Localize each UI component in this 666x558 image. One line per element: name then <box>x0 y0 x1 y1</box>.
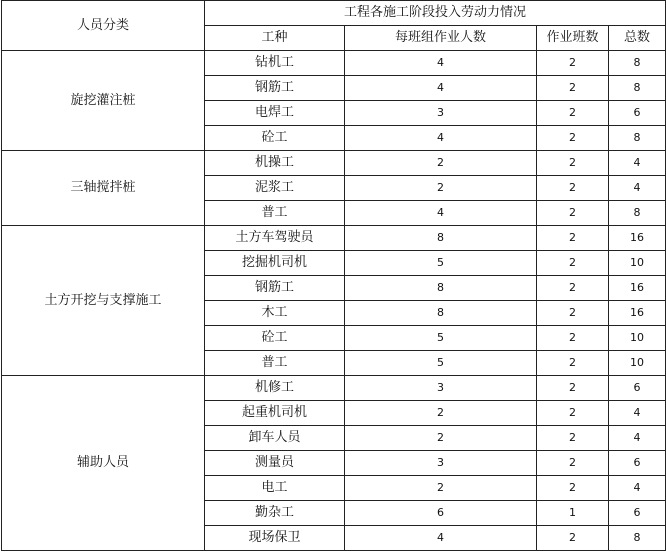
shifts-cell: 2 <box>537 251 609 276</box>
per-team-cell: 2 <box>345 476 537 501</box>
category-cell: 辅助人员 <box>2 376 205 551</box>
table-body <box>2 51 666 551</box>
table-row <box>2 151 666 176</box>
job-cell: 砼工 <box>205 126 345 151</box>
per-team-cell: 6 <box>345 501 537 526</box>
total-cell: 8 <box>609 76 666 101</box>
shifts-cell: 2 <box>537 351 609 376</box>
job-cell: 现场保卫 <box>205 526 345 551</box>
job-cell: 钢筋工 <box>205 276 345 301</box>
per-team-cell: 4 <box>345 51 537 76</box>
shifts-cell: 2 <box>537 376 609 401</box>
header-col-shifts: 作业班数 <box>537 26 609 51</box>
shifts-cell: 2 <box>537 226 609 251</box>
job-cell: 泥浆工 <box>205 176 345 201</box>
total-cell: 4 <box>609 401 666 426</box>
job-cell: 土方车驾驶员 <box>205 226 345 251</box>
total-cell: 10 <box>609 351 666 376</box>
job-cell: 卸车人员 <box>205 426 345 451</box>
total-cell: 4 <box>609 476 666 501</box>
shifts-cell: 2 <box>537 451 609 476</box>
shifts-cell: 2 <box>537 101 609 126</box>
total-cell: 6 <box>609 376 666 401</box>
shifts-cell: 1 <box>537 501 609 526</box>
per-team-cell: 5 <box>345 351 537 376</box>
shifts-cell: 2 <box>537 401 609 426</box>
category-cell: 土方开挖与支撑施工 <box>2 226 205 376</box>
total-cell: 16 <box>609 276 666 301</box>
job-cell: 机修工 <box>205 376 345 401</box>
per-team-cell: 3 <box>345 451 537 476</box>
header-category: 人员分类 <box>2 1 205 51</box>
per-team-cell: 3 <box>345 376 537 401</box>
job-cell: 钢筋工 <box>205 76 345 101</box>
job-cell: 普工 <box>205 201 345 226</box>
total-cell: 10 <box>609 251 666 276</box>
per-team-cell: 4 <box>345 126 537 151</box>
per-team-cell: 2 <box>345 401 537 426</box>
shifts-cell: 2 <box>537 176 609 201</box>
table-header <box>2 1 666 51</box>
job-cell: 电焊工 <box>205 101 345 126</box>
table-row <box>2 226 666 251</box>
shifts-cell: 2 <box>537 476 609 501</box>
total-cell: 4 <box>609 426 666 451</box>
total-cell: 16 <box>609 226 666 251</box>
header-col-per-team: 每班组作业人数 <box>345 26 537 51</box>
table-row <box>2 376 666 401</box>
header-col-job: 工种 <box>205 26 345 51</box>
job-cell: 砼工 <box>205 326 345 351</box>
per-team-cell: 8 <box>345 301 537 326</box>
job-cell: 挖掘机司机 <box>205 251 345 276</box>
shifts-cell: 2 <box>537 151 609 176</box>
total-cell: 6 <box>609 501 666 526</box>
shifts-cell: 2 <box>537 301 609 326</box>
per-team-cell: 2 <box>345 426 537 451</box>
per-team-cell: 5 <box>345 251 537 276</box>
per-team-cell: 5 <box>345 326 537 351</box>
total-cell: 6 <box>609 451 666 476</box>
job-cell: 钻机工 <box>205 51 345 76</box>
labor-table <box>1 0 666 551</box>
table-row <box>2 51 666 76</box>
shifts-cell: 2 <box>537 51 609 76</box>
category-cell: 旋挖灌注桩 <box>2 51 205 151</box>
header-title: 工程各施工阶段投入劳动力情况 <box>205 1 666 26</box>
shifts-cell: 2 <box>537 526 609 551</box>
total-cell: 8 <box>609 201 666 226</box>
total-cell: 4 <box>609 151 666 176</box>
per-team-cell: 4 <box>345 201 537 226</box>
shifts-cell: 2 <box>537 126 609 151</box>
per-team-cell: 8 <box>345 276 537 301</box>
shifts-cell: 2 <box>537 276 609 301</box>
job-cell: 普工 <box>205 351 345 376</box>
job-cell: 测量员 <box>205 451 345 476</box>
shifts-cell: 2 <box>537 426 609 451</box>
per-team-cell: 2 <box>345 151 537 176</box>
header-row-1 <box>2 1 666 26</box>
job-cell: 木工 <box>205 301 345 326</box>
job-cell: 勤杂工 <box>205 501 345 526</box>
shifts-cell: 2 <box>537 76 609 101</box>
per-team-cell: 4 <box>345 526 537 551</box>
per-team-cell: 3 <box>345 101 537 126</box>
total-cell: 4 <box>609 176 666 201</box>
total-cell: 16 <box>609 301 666 326</box>
per-team-cell: 2 <box>345 176 537 201</box>
total-cell: 10 <box>609 326 666 351</box>
total-cell: 8 <box>609 526 666 551</box>
total-cell: 6 <box>609 101 666 126</box>
job-cell: 起重机司机 <box>205 401 345 426</box>
per-team-cell: 4 <box>345 76 537 101</box>
total-cell: 8 <box>609 126 666 151</box>
per-team-cell: 8 <box>345 226 537 251</box>
shifts-cell: 2 <box>537 326 609 351</box>
total-cell: 8 <box>609 51 666 76</box>
category-cell: 三轴搅拌桩 <box>2 151 205 226</box>
job-cell: 电工 <box>205 476 345 501</box>
header-col-total: 总数 <box>609 26 666 51</box>
job-cell: 机操工 <box>205 151 345 176</box>
shifts-cell: 2 <box>537 201 609 226</box>
